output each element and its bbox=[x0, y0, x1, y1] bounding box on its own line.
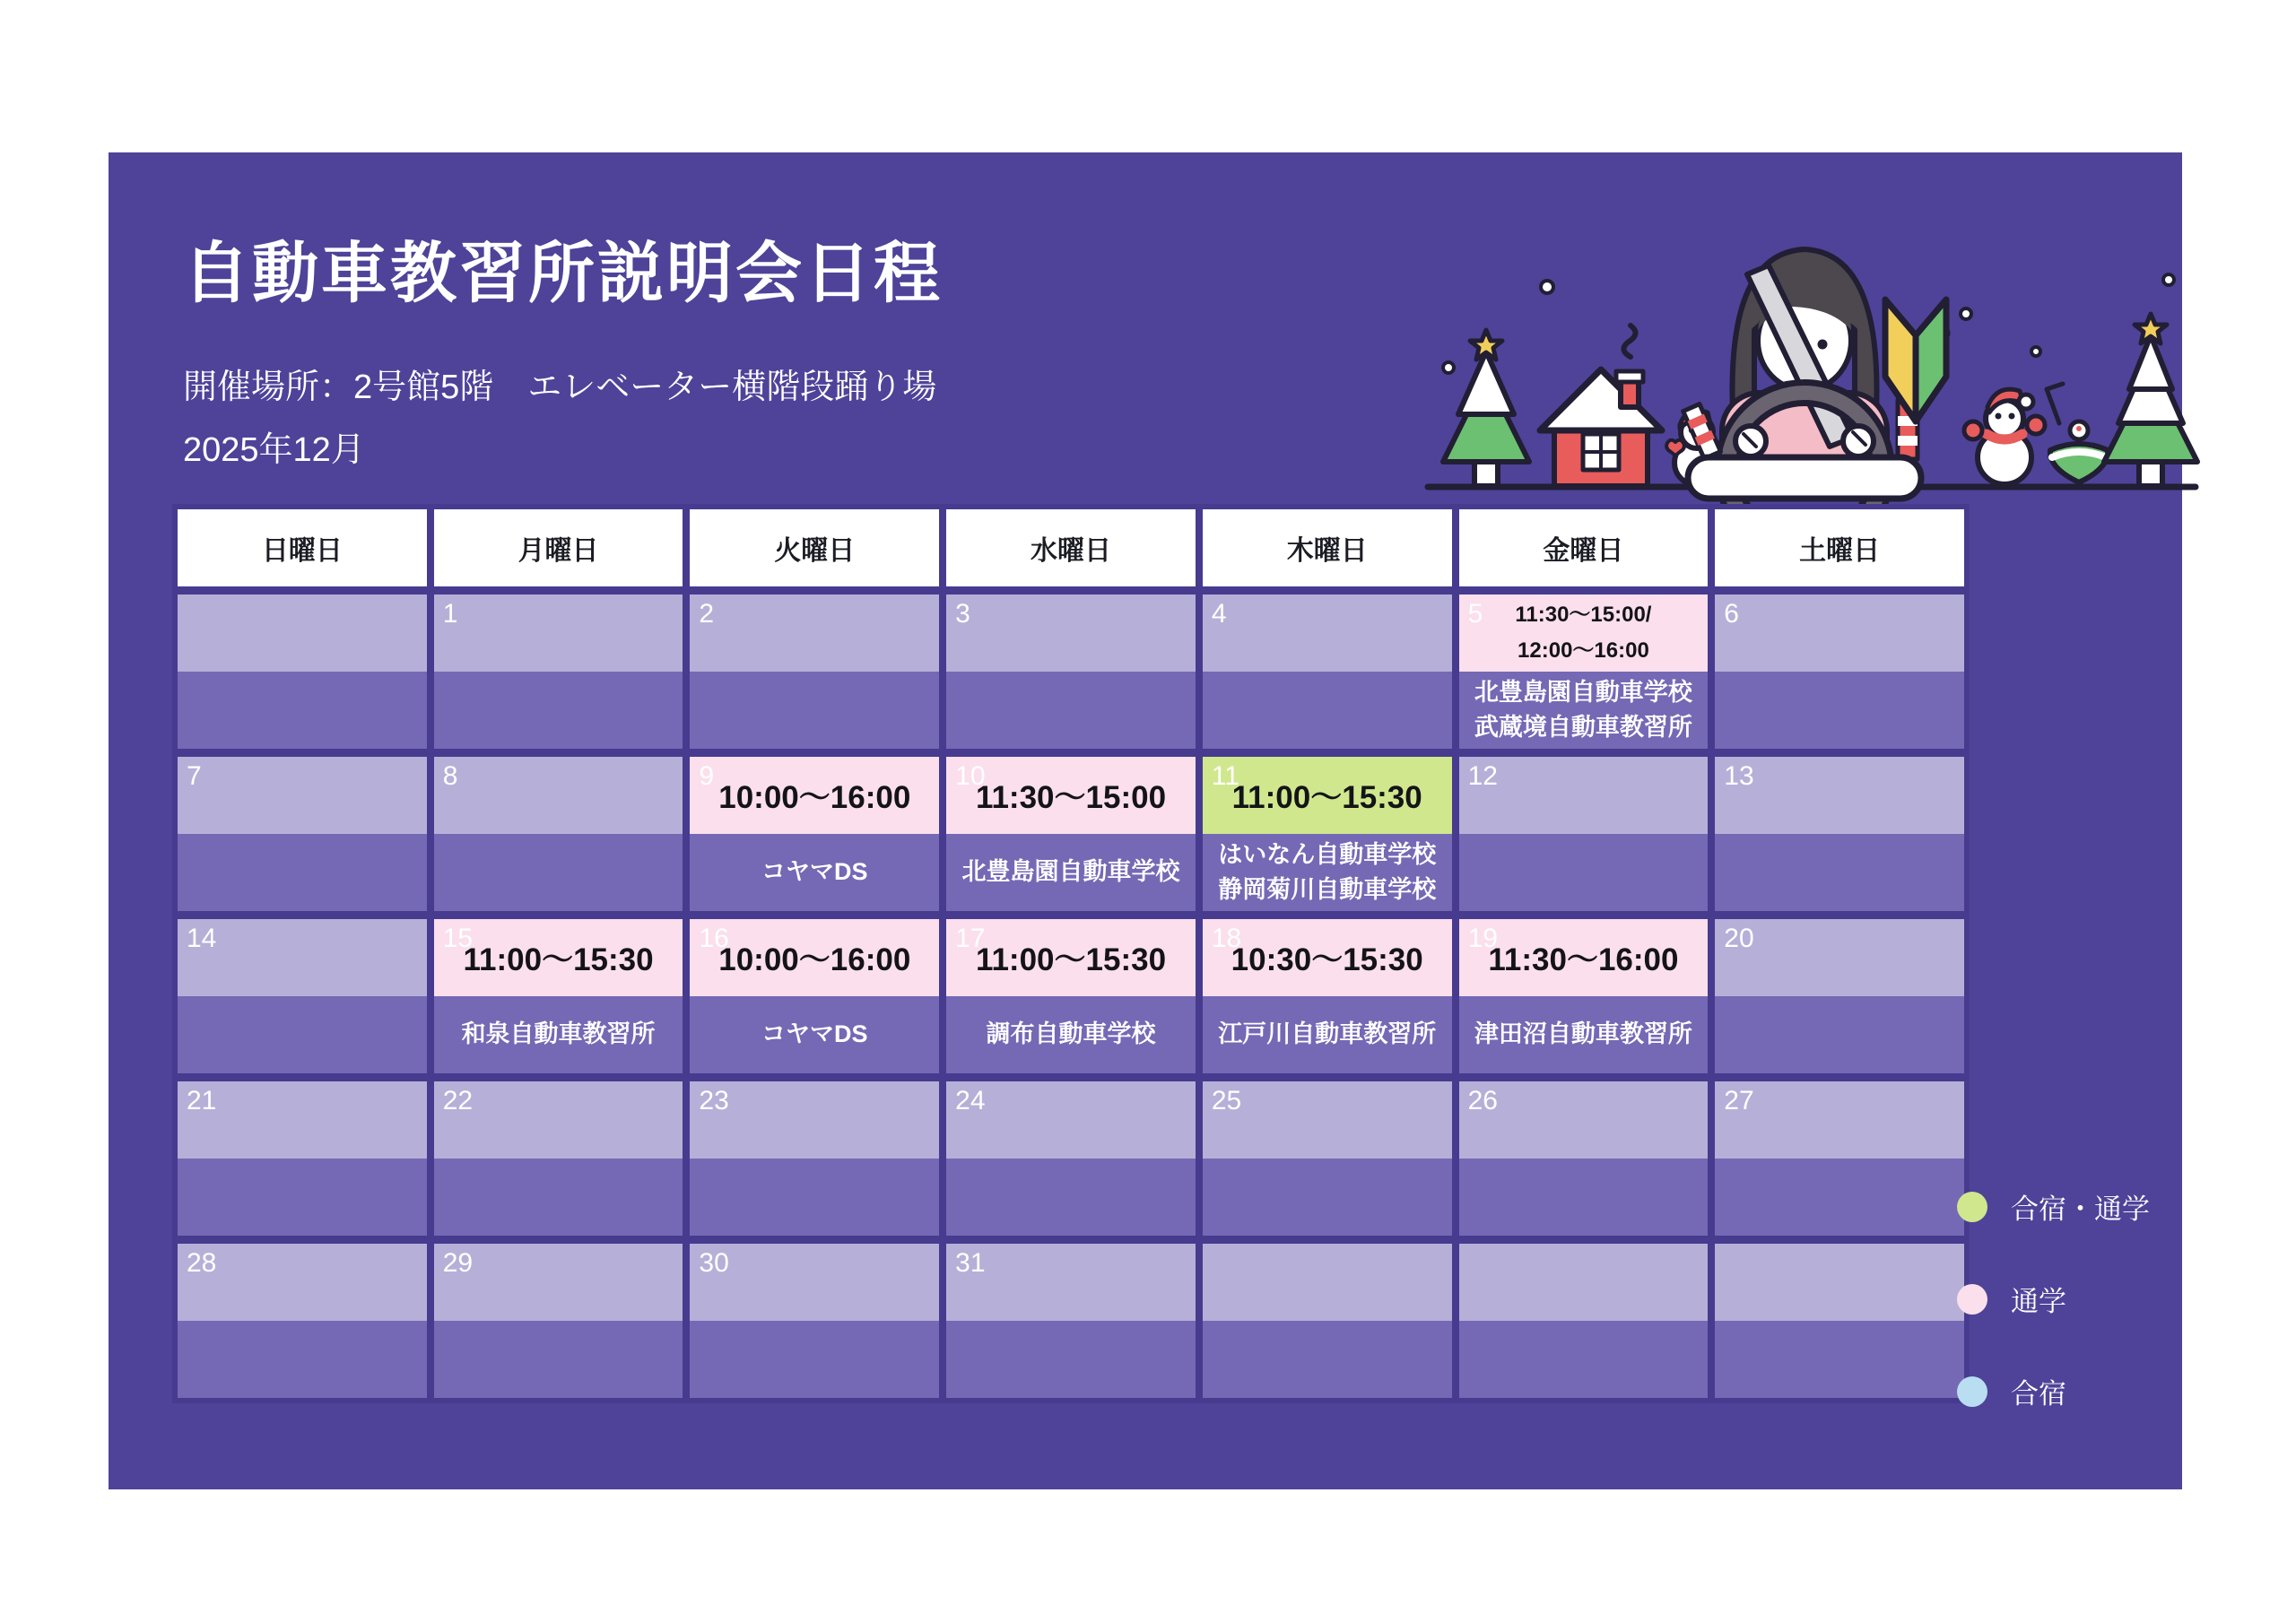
day-cell-11 bbox=[1203, 757, 1452, 911]
subtitle-month: 2025年12月 bbox=[183, 431, 365, 469]
legend-item-tsugaku bbox=[1957, 1279, 2150, 1319]
day-cell-16 bbox=[690, 919, 939, 1073]
day-top-band bbox=[1715, 919, 1964, 996]
day-cell-8 bbox=[434, 757, 683, 911]
day-cell-26 bbox=[1459, 1081, 1709, 1236]
calendar-grid bbox=[172, 504, 1970, 1403]
day-school-band bbox=[434, 1321, 683, 1398]
day-school-band bbox=[178, 672, 427, 749]
day-number: 6 bbox=[1724, 599, 1739, 629]
legend bbox=[1957, 1186, 2150, 1411]
weekday-header: 水曜日 bbox=[946, 509, 1196, 586]
session-time-line: 11:30〜16:00 bbox=[1488, 942, 1679, 977]
session-time-line: 11:00〜15:30 bbox=[1231, 780, 1422, 815]
day-top-band bbox=[1715, 757, 1964, 834]
weekday-header: 火曜日 bbox=[690, 509, 939, 586]
day-top-band bbox=[1203, 595, 1452, 672]
day-top-band bbox=[1715, 595, 1964, 672]
page-title: 自動車教習所説明会日程 bbox=[183, 236, 943, 310]
day-cell-22 bbox=[434, 1081, 683, 1236]
day-school-band bbox=[946, 672, 1196, 749]
day-cell-31 bbox=[946, 1244, 1196, 1398]
day-cell-empty bbox=[1203, 1244, 1452, 1398]
day-top-band bbox=[1459, 1081, 1709, 1159]
day-top-band bbox=[946, 595, 1196, 672]
day-school-band bbox=[690, 672, 939, 749]
day-school-band bbox=[946, 996, 1196, 1073]
day-school-band bbox=[1203, 672, 1452, 749]
day-cell-empty bbox=[178, 595, 427, 749]
day-cell-19 bbox=[1459, 919, 1709, 1073]
day-number: 22 bbox=[442, 1086, 474, 1115]
day-number: 25 bbox=[1211, 1086, 1242, 1115]
day-top-band bbox=[1715, 1081, 1964, 1159]
school-name: 北豊島園自動車学校 bbox=[1474, 678, 1692, 706]
session-time-line: 11:00〜15:30 bbox=[975, 942, 1167, 977]
christmas-tree-icon bbox=[1443, 330, 1529, 486]
legend-label: 合宿・通学 bbox=[2011, 1193, 2150, 1225]
snowman-icon bbox=[1964, 389, 2045, 484]
day-cell-17 bbox=[946, 919, 1196, 1073]
day-school-band bbox=[178, 1159, 427, 1236]
weekday-header: 土曜日 bbox=[1715, 509, 1964, 586]
school-name: 北豊島園自動車学校 bbox=[961, 858, 1180, 886]
day-number: 23 bbox=[699, 1086, 729, 1115]
day-school-band bbox=[434, 672, 683, 749]
day-school-band bbox=[1715, 834, 1964, 911]
day-top-band bbox=[434, 1081, 683, 1159]
day-school-band bbox=[946, 1321, 1196, 1398]
legend-dot-blue bbox=[1957, 1376, 1987, 1407]
subtitle-location: 開催場所：2号館5階 エレベーター横階段踊り場 bbox=[183, 369, 937, 406]
day-top-band bbox=[178, 595, 427, 672]
session-time bbox=[1459, 919, 1709, 996]
day-cell-30 bbox=[690, 1244, 939, 1398]
day-number: 4 bbox=[1211, 599, 1227, 629]
day-number: 31 bbox=[955, 1248, 986, 1278]
school-name: 和泉自動車教習所 bbox=[461, 1020, 656, 1048]
weekday-header: 金曜日 bbox=[1459, 509, 1709, 586]
day-cell-5 bbox=[1459, 595, 1709, 749]
day-number: 18 bbox=[1211, 924, 1242, 953]
day-cell-24 bbox=[946, 1081, 1196, 1236]
day-school-band bbox=[1203, 996, 1452, 1073]
winter-driving-illustration bbox=[1417, 199, 2206, 504]
day-number: 29 bbox=[442, 1248, 474, 1278]
day-number: 26 bbox=[1467, 1086, 1498, 1115]
day-cell-28 bbox=[178, 1244, 427, 1398]
day-top-band bbox=[434, 595, 683, 672]
day-number: 9 bbox=[699, 761, 715, 791]
session-time-line: 10:30〜15:30 bbox=[1231, 942, 1423, 977]
school-name: コヤマDS bbox=[761, 858, 868, 886]
day-cell-7 bbox=[178, 757, 427, 911]
session-time bbox=[946, 757, 1196, 834]
snowy-tree-icon bbox=[2104, 314, 2197, 486]
session-time-line: 11:30〜15:00 bbox=[975, 780, 1167, 815]
day-cell-18 bbox=[1203, 919, 1452, 1073]
day-number: 28 bbox=[187, 1248, 217, 1278]
day-cell-15 bbox=[434, 919, 683, 1073]
day-top-band bbox=[434, 757, 683, 834]
day-number: 7 bbox=[187, 761, 202, 791]
day-school-band bbox=[434, 1159, 683, 1236]
day-school-band bbox=[1459, 672, 1709, 749]
day-school-band bbox=[1715, 996, 1964, 1073]
day-school-band bbox=[1203, 1159, 1452, 1236]
day-top-band bbox=[178, 919, 427, 996]
weekday-header: 木曜日 bbox=[1203, 509, 1452, 586]
day-top-band bbox=[1203, 1081, 1452, 1159]
day-school-band bbox=[178, 834, 427, 911]
day-top-band bbox=[1203, 757, 1452, 834]
day-top-band bbox=[178, 1081, 427, 1159]
day-cell-10 bbox=[946, 757, 1196, 911]
legend-dot-green bbox=[1957, 1192, 1987, 1222]
day-school-band bbox=[178, 996, 427, 1073]
session-time bbox=[1203, 757, 1452, 834]
day-number: 21 bbox=[187, 1086, 217, 1115]
day-top-band bbox=[434, 1244, 683, 1321]
day-top-band bbox=[434, 919, 683, 996]
day-school-band bbox=[1459, 996, 1709, 1073]
school-name: 調布自動車学校 bbox=[986, 1020, 1156, 1048]
day-cell-25 bbox=[1203, 1081, 1452, 1236]
day-number: 1 bbox=[442, 599, 458, 629]
day-top-band bbox=[946, 919, 1196, 996]
session-time bbox=[1459, 595, 1709, 672]
legend-label: 通学 bbox=[2011, 1286, 2066, 1317]
day-cell-4 bbox=[1203, 595, 1452, 749]
day-top-band bbox=[690, 595, 939, 672]
day-school-band bbox=[946, 834, 1196, 911]
school-name: 武蔵境自動車教習所 bbox=[1474, 714, 1692, 741]
day-cell-1 bbox=[434, 595, 683, 749]
day-top-band bbox=[946, 1081, 1196, 1159]
day-school-band bbox=[946, 1159, 1196, 1236]
weekday-header: 日曜日 bbox=[178, 509, 427, 586]
session-time-line: 11:00〜15:30 bbox=[463, 942, 654, 977]
day-school-band bbox=[1715, 672, 1964, 749]
day-number: 11 bbox=[1211, 761, 1239, 791]
day-cell-23 bbox=[690, 1081, 939, 1236]
day-cell-20 bbox=[1715, 919, 1964, 1073]
school-name: コヤマDS bbox=[761, 1020, 868, 1048]
session-time-line: 10:00〜16:00 bbox=[718, 942, 911, 977]
day-school-band bbox=[1203, 1321, 1452, 1398]
day-number: 16 bbox=[699, 924, 729, 953]
day-number: 20 bbox=[1724, 924, 1754, 953]
session-time bbox=[1203, 919, 1452, 996]
day-school-band bbox=[434, 834, 683, 911]
day-school-band bbox=[1203, 834, 1452, 911]
day-school-band bbox=[1459, 1321, 1709, 1398]
day-number: 24 bbox=[955, 1086, 986, 1115]
day-number: 13 bbox=[1724, 761, 1754, 791]
session-time-line: 12:00〜16:00 bbox=[1518, 638, 1649, 663]
day-cell-14 bbox=[178, 919, 427, 1073]
day-number: 17 bbox=[955, 924, 986, 953]
day-school-band bbox=[434, 996, 683, 1073]
day-school-band bbox=[1459, 834, 1709, 911]
day-cell-27 bbox=[1715, 1081, 1964, 1236]
beginner-driver-mark-icon bbox=[1885, 299, 1946, 421]
weekday-header: 月曜日 bbox=[434, 509, 683, 586]
day-cell-13 bbox=[1715, 757, 1964, 911]
school-name: はいなん自動車学校 bbox=[1218, 840, 1437, 868]
day-school-band bbox=[1459, 1159, 1709, 1236]
day-school-band bbox=[690, 1159, 939, 1236]
legend-label: 合宿 bbox=[2011, 1378, 2066, 1410]
day-top-band bbox=[178, 1244, 427, 1321]
day-top-band bbox=[1459, 1244, 1709, 1321]
day-top-band bbox=[1459, 919, 1709, 996]
school-name: 静岡菊川自動車学校 bbox=[1218, 876, 1437, 903]
day-top-band bbox=[1459, 757, 1709, 834]
day-number: 12 bbox=[1467, 761, 1498, 791]
day-number: 10 bbox=[955, 761, 986, 791]
day-number: 3 bbox=[955, 599, 970, 629]
day-number: 19 bbox=[1467, 924, 1498, 953]
session-time-line: 11:30〜15:00/ bbox=[1515, 603, 1652, 628]
session-time bbox=[690, 757, 939, 834]
day-top-band bbox=[1459, 595, 1709, 672]
session-time bbox=[434, 919, 683, 996]
day-cell-empty bbox=[1459, 1244, 1709, 1398]
day-cell-21 bbox=[178, 1081, 427, 1236]
session-time bbox=[946, 919, 1196, 996]
day-cell-3 bbox=[946, 595, 1196, 749]
day-school-band bbox=[690, 996, 939, 1073]
day-cell-9 bbox=[690, 757, 939, 911]
day-top-band bbox=[690, 1081, 939, 1159]
session-time bbox=[690, 919, 939, 996]
day-top-band bbox=[690, 1244, 939, 1321]
day-cell-6 bbox=[1715, 595, 1964, 749]
day-number: 2 bbox=[699, 599, 715, 629]
day-top-band bbox=[1715, 1244, 1964, 1321]
day-number: 8 bbox=[442, 761, 458, 791]
day-school-band bbox=[690, 834, 939, 911]
day-school-band bbox=[178, 1321, 427, 1398]
day-school-band bbox=[1715, 1159, 1964, 1236]
day-number: 30 bbox=[699, 1248, 729, 1278]
legend-item-gasshuku-tsugaku bbox=[1957, 1186, 2150, 1227]
day-number: 27 bbox=[1724, 1086, 1754, 1115]
day-cell-29 bbox=[434, 1244, 683, 1398]
day-top-band bbox=[690, 919, 939, 996]
snowy-house-icon bbox=[1540, 325, 1662, 486]
legend-item-gasshuku bbox=[1957, 1371, 2150, 1411]
day-number: 15 bbox=[442, 924, 474, 953]
day-cell-12 bbox=[1459, 757, 1709, 911]
session-time-line: 10:00〜16:00 bbox=[718, 780, 911, 815]
day-top-band bbox=[1203, 919, 1452, 996]
spinning-top-icon bbox=[2047, 384, 2108, 482]
day-cell-empty bbox=[1715, 1244, 1964, 1398]
school-name: 江戸川自動車教習所 bbox=[1218, 1020, 1437, 1048]
day-number: 14 bbox=[187, 924, 217, 953]
day-top-band bbox=[690, 757, 939, 834]
day-top-band bbox=[946, 1244, 1196, 1321]
school-name: 津田沼自動車教習所 bbox=[1474, 1020, 1692, 1048]
legend-dot-pink bbox=[1957, 1284, 1987, 1315]
day-cell-2 bbox=[690, 595, 939, 749]
day-school-band bbox=[1715, 1321, 1964, 1398]
day-top-band bbox=[946, 757, 1196, 834]
day-number: 5 bbox=[1467, 599, 1483, 629]
day-top-band bbox=[178, 757, 427, 834]
day-school-band bbox=[690, 1321, 939, 1398]
day-top-band bbox=[1203, 1244, 1452, 1321]
